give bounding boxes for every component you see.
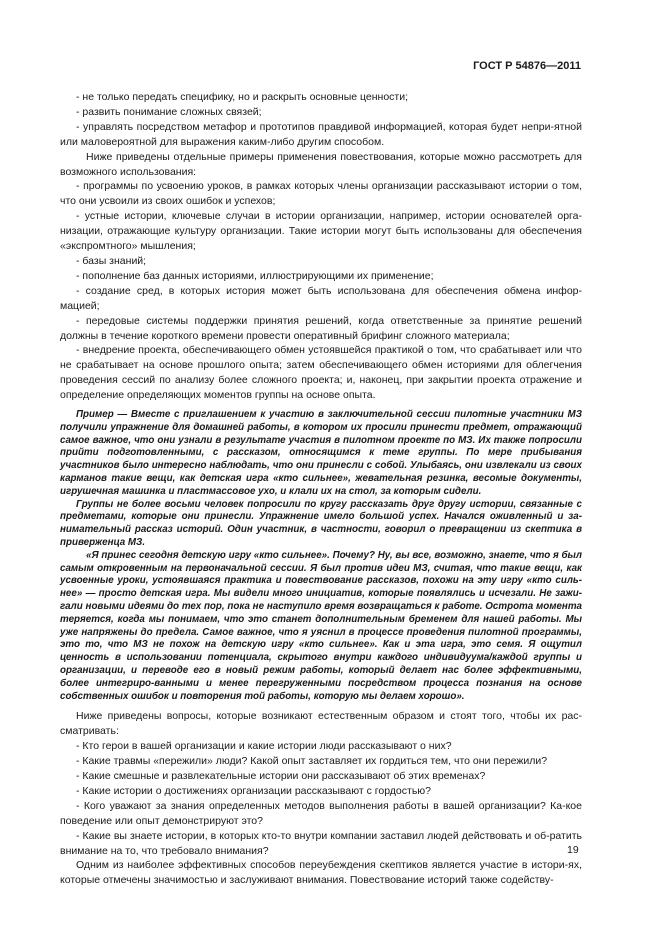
list-item: - развить понимание сложных связей; [76, 105, 262, 118]
paragraph: Ниже приведены отдельные примеры применения повествования, которые можно рассмотреть для возможного использования: [60, 150, 582, 178]
question-item: - Кого уважают за знания определенных методов выполнения работы в вашей организации? Ка-кое поведение или опыт демонстрируют это? [60, 799, 582, 827]
list-item: - устные истории, ключевые случаи в истории организации, например, истории основателей орга-низации, отражающие культуру организации. Такие истории могут быть использованы для обеспечения «экспромтного» мышления; [60, 210, 582, 253]
list-item: - пополнение баз данных историями, иллюстрирующими их применение; [76, 269, 434, 282]
example-paragraph: Группы не более восьми человек попросили по кругу рассказать друг другу истории, связанные с предметами, которые они принесли. Упражнение имело большой успех. Начался оживленный и за-нимательный рассказ историй. Один участник, в частности, говорил о превращении из скептика в приверженца МЗ. [60, 498, 582, 548]
paragraph: Ниже приведены вопросы, которые возникают естественным образом и стоят того, чтобы их рас-сматривать: [60, 710, 582, 738]
example-paragraph: Пример — Вместе с приглашением к участию в заключительной сессии пилотные участники МЗ получили упражнение для домашней работы, в котором их просили принести предмет, отражающий самое важное, что они узнали в результате участия в пилотном проекте по МЗ. Их также попросили прийти подготовленными, с рассказом, относящимся к теме группы. По мере прибывания участников было интересно наблюдать, что они принесли с собой. Улыбаясь, они извлекали из своих карманов такие вещи, как детская игра «кто сильнее», жевательная резинка, весомые документы, игрушечная машинка и пластмассовое ухо, и клали их на стол, за которым сидели. [60, 409, 582, 497]
paragraph: Одним из наиболее эффективных способов переубеждения скептиков является участие в истори-ях, которые отмечены значимостью и заслуживают внимания. Повествование историй также содейству- [60, 859, 582, 887]
example-quote: «Я принес сегодня детскую игру «кто сильнее». Почему? Ну, вы все, возможно, знаете, что я был самым откровенным на первоначальной сессии. Я был против идеи МЗ, считая, что такие вещи, как усвоенные уроки, устоявшаяся практика и повествование рассказов, похожи на эту игру «кто силь-нее» — просто детская игра. Мы видели много инициатив, которые появлялись и исчезали. Не зажи-гали новыми идеями до тех пор, пока не наступило время возвращаться к работе. Острота момента теряется, когда мы понимаем, что это станет дополнительным бременем для нашей работы. Мы уже напряжены до предела. Самое важное, что я уяснил в процессе проведения пилотной программы, это то, что МЗ не похож на детскую игру «кто сильнее». Как и эта игра, это семя. Я ощутил ценность в использовании потенциала, скрытого внутри каждого индивидуума/каждой группы и организации, и переводе его в новый режим работы, который делает нас более эффективными, более интегриро-ванными и менее перегруженными посредством процесса познания на основе собственных ошибок и повторения той работы, которую мы делаем хорошо». [60, 549, 582, 702]
list-item: - передовые системы поддержки принятия решений, когда ответственные за принятие решений должны в течение короткого времени провести оперативный брифинг сложного материала; [60, 314, 582, 342]
standard-header: ГОСТ Р 54876—2011 [473, 60, 581, 72]
list-item: - управлять посредством метафор и прототипов правдивой информацией, которая будет непри-ятной или маловероятной для выражения каким-либо другим способом. [60, 120, 582, 148]
page-number: 19 [567, 844, 579, 856]
question-item: - Какие смешные и развлекательные истории они рассказывают об этих временах? [76, 769, 486, 782]
page-body [60, 90, 582, 888]
question-item: - Какие травмы «пережили» люди? Какой опыт заставляет их гордиться тем, что они пережили? [76, 755, 548, 768]
list-item: - создание сред, в которых история может быть использована для обеспечения обмена инфор-мацией; [60, 284, 582, 312]
question-item: - Кто герои в вашей организации и какие истории люди рассказывают о них? [76, 740, 452, 753]
example-block [60, 409, 582, 703]
list-item: - внедрение проекта, обеспечивающего обмен устоявшейся практикой о том, что срабатывает или что не срабатывает на основе прошлого опыта; затем обеспечивающего обмен историями для облегчения проведения сессий по анализу более сложного проекта; и, наконец, при закрытии проекта отражение и определение определяющих моментов группы на основе опыта. [60, 344, 582, 402]
list-item: - программы по усвоению уроков, в рамках которых члены организации рассказывают истории о том, что они усвоили из своих ошибок и успехов; [60, 180, 582, 208]
question-item: - Какие истории о достижениях организации рассказывают с гордостью? [76, 784, 432, 797]
question-item: - Какие вы знаете истории, в которых кто-то внутри компании заставил людей действовать и об-ратить внимание на то, что требовало внимания? [60, 829, 582, 857]
list-item: - не только передать специфику, но и раскрыть основные ценности; [76, 91, 409, 103]
list-item: - базы знаний; [76, 254, 147, 267]
